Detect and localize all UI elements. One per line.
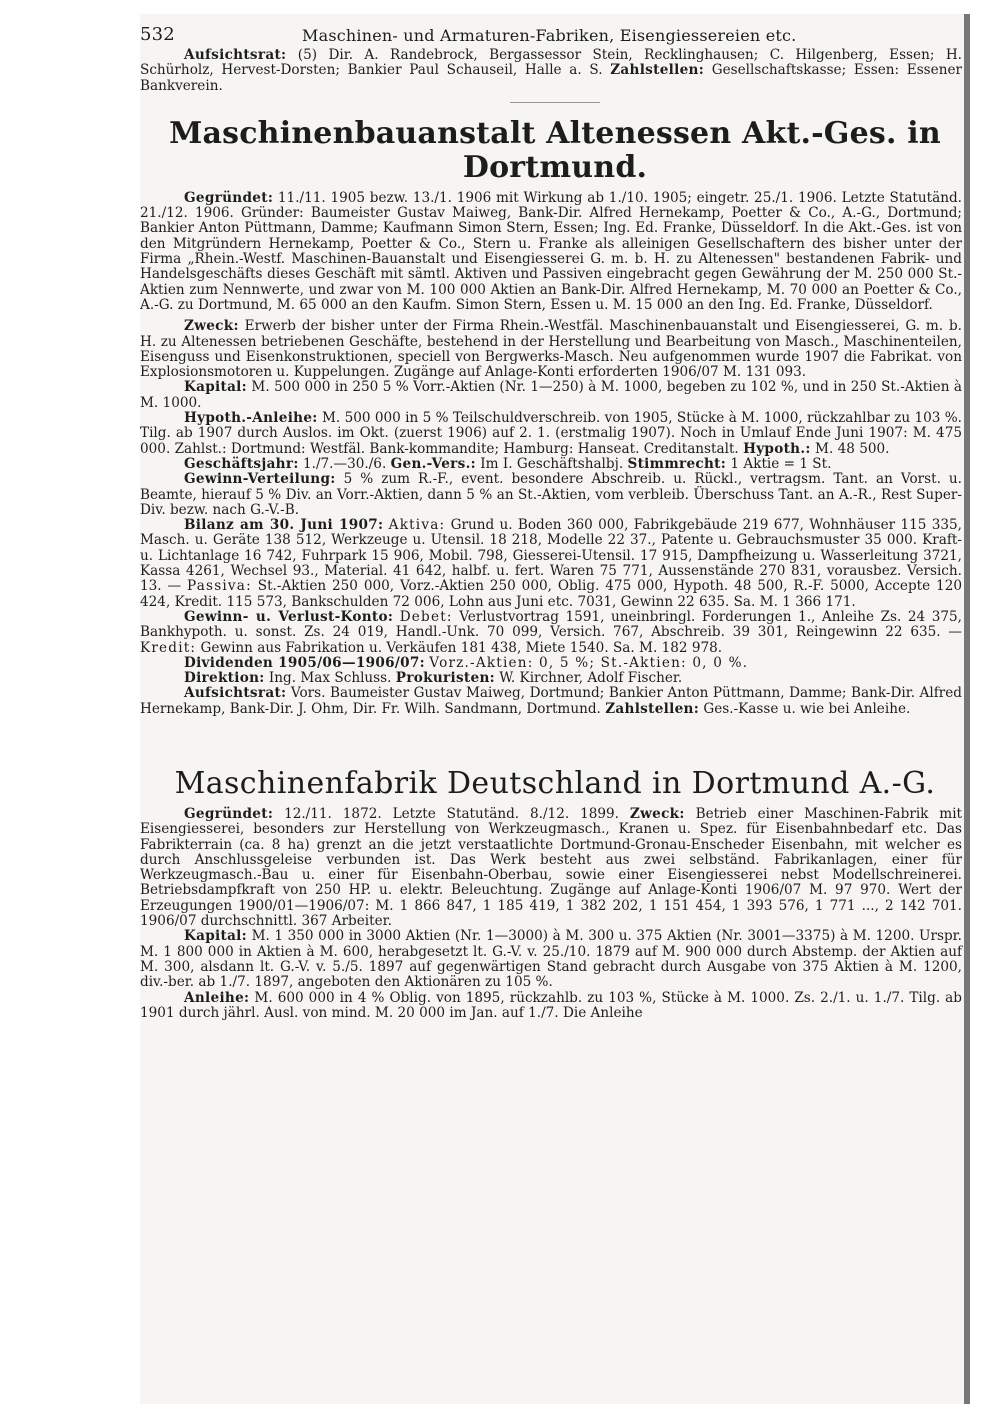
label: Hypoth.: (743, 440, 811, 457)
label: Hypoth.-Anleihe: (184, 410, 318, 427)
text: Ing. Max Schluss. (268, 670, 392, 687)
c1-geschaeftsjahr (140, 457, 962, 472)
c2-anleihe (140, 991, 962, 1022)
text: Vors. Baumeister Gustav Maiweg, Dortmund; Bankier Anton Püttmann, Damme; Bank-Dir. Alfred Hernekamp, Bank-Dir. J. Ohm, Dir. Fr. Wilh. Sandmann, Dortmund. (140, 685, 962, 717)
c1-gewinn-verlust (140, 610, 962, 656)
c1-dividenden (140, 656, 962, 671)
text: 11./11. 1905 bezw. 13./1. 1906 mit Wirkung ab 1./10. 1905; eingetr. 25./1. 1906. Letzte Statutänd. 21./12. 1906. Gründer: Baumeister Gustav Maiweg, Bank-Dir. Alfred Hernekamp, Poetter & Co., A.-G., Dortmund; Bankier Anton Püttmann, Damme; Kaufmann Simon Stern, Essen; Ing. Ed. Franke, Düsseldorf. In die Akt.-Ges. ist von den Mitgründern Hernekamp, Poetter & Co., Stern u. Franke als alleinigen Gesellschaftern des bisher unter der Firma „Rhein.-Westf. Maschinen-Bauanstalt und Eisengiesserei G. m. b. H. zu Altenessen" bestandenen Fabrik- und Handelsgeschäfts dieses Geschäft mit sämtl. Aktiven und Passiven eingebracht gegen Gewährung der M. 250 000 St.-Aktien zum Nennwerte, und zwar von M. 100 000 Aktien an Bank-Dir. Alfred Hernekamp, M. 70 000 an Poetter & Co., A.-G. zu Dortmund, M. 65 000 an den Kaufm. Simon Stern, Essen u. M. 15 000 an den Ing. Ed. Franke, Düsseldorf. (140, 189, 962, 313)
label: Bilanz am 30. Juni 1907: (184, 517, 384, 534)
c2-gegruendet (140, 807, 962, 929)
text: Gewinn aus Fabrikation u. Verkäufen 181 438, Miete 1540. Sa. M. 182 978. (200, 639, 723, 656)
c1-bilanz (140, 518, 962, 610)
text: 1 Aktie = 1 St. (730, 455, 832, 472)
text: W. Kirchner, Adolf Fischer. (499, 670, 683, 687)
label: Gewinn-Verteilung: (184, 471, 336, 488)
label: Aufsichtsrat: (184, 685, 287, 702)
text: Gesellschaftskasse; Essen: Essener Bankverein. (140, 62, 962, 94)
text: Vorz.-Aktien: 0, 5 %; St.-Aktien: 0, 0 %. (429, 654, 749, 671)
label: Direktion: (184, 670, 265, 687)
label: Anleihe: (184, 989, 250, 1006)
label: Gegründet: (184, 805, 274, 822)
c1-hypoth-anleihe (140, 411, 962, 457)
label: Prokuristen: (395, 670, 495, 687)
page-number: 532 (140, 24, 175, 45)
c1-aufsichtsrat (140, 686, 962, 717)
c1-gegruendet (140, 191, 962, 313)
label: Gewinn- u. Verlust-Konto: (184, 608, 394, 625)
scan-edge-shadow (964, 14, 970, 1404)
label: Gegründet: (184, 189, 274, 206)
label: Kapital: (184, 928, 247, 945)
label: Geschäftsjahr: (184, 455, 299, 472)
text: M. 600 000 in 4 % Oblig. von 1895, rückzahlb. zu 103 %, Stücke à M. 1000. Zs. 2./1. u. 1./7. Tilg. ab 1901 durch jährl. Ausl. von mind. M. 20 000 im Jan. auf 1./7. Die Anleihe (140, 989, 962, 1021)
company-title-1: Maschinenbauanstalt Altenessen Akt.-Ges. in Dortmund. (169, 115, 941, 185)
text: M. 500 000 in 5 % Teilschuldverschreib. von 1905, Stücke à M. 1000, rückzahlbar zu 103 %. Tilg. ab 1907 durch Auslos. im Okt. (zuerst 1906) auf 2. 1. (erstmalig 1907). Noch in Umlauf Ende Juni 1907: M. 475 000. Zahlst.: Dortmund: Westfäl. Bank-kommandite; Hamburg: Hanseat. Creditanstalt. (140, 410, 962, 457)
company-title-2: Maschinenfabrik Deutschland in Dortmund A.-G. (174, 765, 936, 801)
text: 12./11. 1872. Letzte Statutänd. 8./12. 1899. (284, 805, 619, 822)
running-title: Maschinen- und Armaturen-Fabriken, Eisengiessereien etc. (302, 26, 797, 45)
text: Erwerb der bisher unter der Firma Rhein.-Westfäl. Maschinenbauanstalt und Eisengiesserei, G. m. b. H. zu Altenessen betriebenen Geschäfte, bestehend in der Herstellung und Bearbeitung von Masch., Maschinenteilen, Eisenguss und Eisenkonstruktionen, speciell von Bergwerks-Masch. Neu aufgenommen wurde 1907 die Fabrikat. von Explosionsmotoren u. Kuppelungen. Zugänge auf Anlage-Konti erforderten 1906/07 M. 131 093. (140, 318, 962, 381)
prev-aufsichtsrat (140, 48, 962, 94)
label: Stimmrecht: (627, 455, 727, 472)
label: Kapital: (184, 379, 247, 396)
text: 1./7.—30./6. (302, 455, 387, 472)
label: Dividenden 1905/06—1906/07: (184, 654, 425, 671)
text: Betrieb einer Maschinen-Fabrik mit Eisengiesserei, besonders zur Herstellung von Werkzeugmasch., Kranen u. Spez. für Eisenbahnbedarf etc. Das Fabrikterrain (ca. 8 ha) grenzt an die jetzt verstaatlichte Dortmund-Gronau-Enscheder Eisenbahn, mit welcher es durch Anschlussgeleise verbunden ist. Das Werk besteht aus zwei selbständ. Fabrikanlagen, einer für Werkzeugmasch.-Bau u. einer für Eisenbahn-Oberbau, sowie einer Eisengiesserei nebst Modellschreinerei. Betriebsdampfkraft von 250 HP. u. elektr. Beleuchtung. Zugänge auf Anlage-Konti 1906/07 M. 97 970. Wert der Erzeugungen 1900/01—1906/07: M. 1 866 847, 1 185 419, 1 382 202, 1 151 454, 1 393 576, 1 771 ..., 2 142 701. 1906/07 durchschnittl. 367 Arbeiter. (140, 805, 963, 930)
text: M. 1 350 000 in 3000 Aktien (Nr. 1—3000) à M. 300 u. 375 Aktien (Nr. 3001—3375) à M. 1200. Urspr. M. 1 800 000 in Aktien à M. 600, herabgesetzt lt. G.-V. v. 25./10. 1879 auf M. 900 000 durch Abstemp. der Aktien auf M. 300, alsdann lt. G.-V. v. 5./5. 1897 auf gegenwärtigen Stand gebracht durch Ausgabe von 375 Aktien à M. 1200, div.-ber. ab 1./7. 1897, angeboten den Aktionären zu 105 %. (140, 928, 962, 991)
text: Grund u. Boden 360 000, Fabrikgebäude 219 677, Wohnhäuser 115 335, Masch. u. Geräte 138 512, Werkzeuge u. Utensil. 18 218, Modelle 22 37., Patente u. Gebrauchsmuster 35 000. Kraft- u. Lichtanlage 16 742, Fuhrpark 15 906, Mobil. 798, Giesserei-Utensil. 17 915, Dampfheizung u. Wasserleitung 3721, Kassa 4261, Wechsel 93., Material. 41 642, halbf. u. fert. Waren 75 771, Aussenstände 270 831, vorausbez. Versich. 13. — (140, 517, 962, 595)
c1-kapital (140, 380, 962, 411)
text: (5) Dir. A. Randebrock, Bergassessor Stein, Recklinghausen; C. Hilgenberg, Essen; H. Schürholz, Hervest-Dorsten; Bankier Paul Schauseil, Halle a. S. (140, 47, 963, 79)
label: Zahlstellen: (610, 62, 705, 79)
text: Im I. Geschäftshalbj. (480, 455, 624, 472)
label: Zweck: (629, 805, 685, 822)
text: Ges.-Kasse u. wie bei Anleihe. (703, 700, 911, 717)
c1-gewinn-verteilung (140, 472, 962, 518)
document-page (140, 14, 970, 1404)
text: St.-Aktien 250 000, Vorz.-Aktien 250 000, Oblig. 475 000, Hypoth. 48 500, R.-F. 5000, Accepte 120 424, Kredit. 115 573, Bankschulden 72 006, Lohn aus Juni etc. 7031, Gewinn 22 635. Sa. M. 1 366 171. (140, 578, 962, 610)
label: Gen.-Vers.: (390, 455, 476, 472)
c1-zweck (140, 319, 962, 380)
debet-label: Debet: (399, 608, 453, 625)
text: M. 500 000 in 250 5 % Vorr.-Aktien (Nr. 1—250) à M. 1000, begeben zu 102 %, und in 250 St.-Aktien à M. 1000. (140, 379, 962, 411)
label: Zahlstellen: (605, 700, 700, 717)
kredit-label: Kredit: (140, 639, 197, 656)
page-header (140, 14, 970, 48)
text: 5 % zum R.-F., event. besondere Abschreib. u. Rückl., vertragsm. Tant. an Vorst. u. Beamte, hierauf 5 % Div. an Vorr.-Aktien, dann 5 % an St.-Aktien, vom verbleib. Überschuss Tant. an A.-R., Rest Super-Div. bezw. nach G.-V.-B. (140, 471, 962, 518)
aktiva-label: Aktiva: (388, 517, 446, 534)
c2-kapital (140, 929, 962, 990)
passiva-label: Passiva: (186, 578, 252, 595)
c1-direktion (140, 671, 962, 686)
text: M. 48 500. (815, 440, 890, 457)
label: Aufsichtsrat: (184, 47, 287, 63)
text: Verlustvortrag 1591, uneinbringl. Forderungen 1., Anleihe Zs. 24 375, Bankhypoth. u. sonst. Zs. 24 019, Handl.-Unk. 70 099, Versich. 767, Abschreib. 39 301, Reingewinn 22 635. — (140, 608, 962, 641)
label: Zweck: (184, 318, 239, 335)
divider (510, 102, 600, 103)
